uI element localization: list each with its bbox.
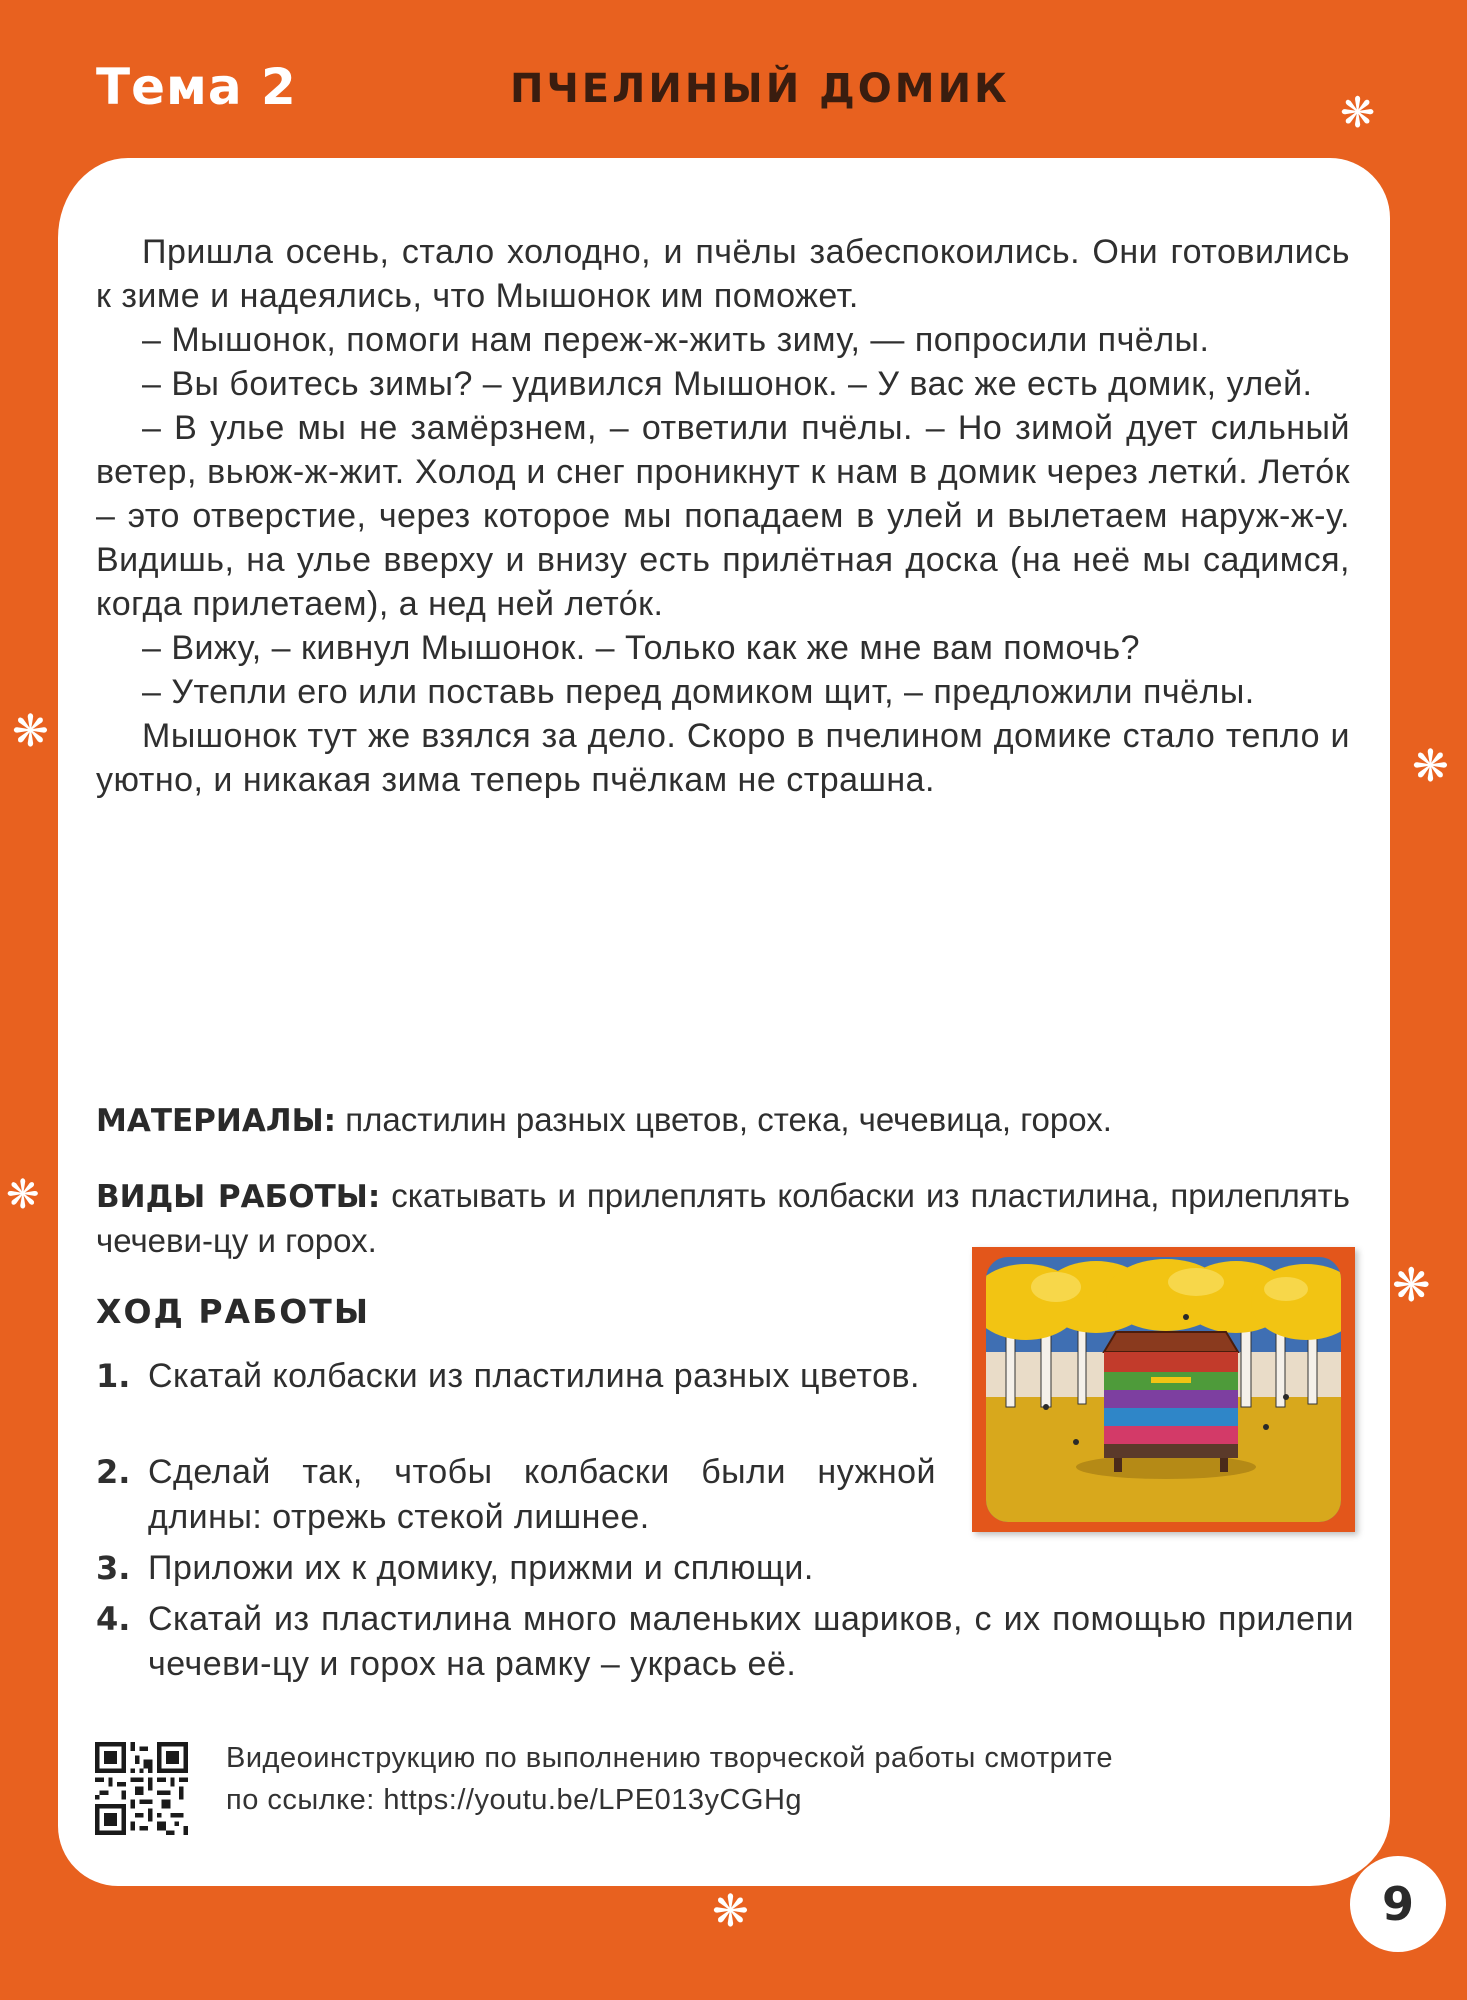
story-paragraph: – Утепли его или поставь перед домиком щит, – предложили пчёлы. <box>142 673 1255 711</box>
story-paragraph: – Мышонок, помоги нам переж-ж-жить зиму, — попросили пчёлы. <box>142 321 1210 359</box>
story-paragraph: Мышонок тут же взялся за дело. Скоро в пчелином домике стало тепло и уютно, и никакая зима теперь пчёлкам не страшна. <box>96 717 1350 799</box>
maple-leaf-icon: ❋ <box>712 1887 749 1936</box>
step-text: Сделай так, чтобы колбаски были нужной длины: отрежь стекой лишнее. <box>148 1453 936 1536</box>
materials <box>96 1098 1350 1143</box>
procedure-step <box>96 1354 936 1399</box>
maple-leaf-icon: ❋ <box>6 1173 40 1217</box>
step-number: 2. <box>96 1453 131 1491</box>
maple-leaf-icon: ❋ <box>1392 1259 1431 1311</box>
qr-code-icon[interactable] <box>95 1742 188 1835</box>
video-instruction-line: Видеоинструкцию по выполнению творческой работы смотрите <box>226 1742 1114 1774</box>
video-instruction <box>226 1737 1266 1821</box>
maple-leaf-icon: ❋ <box>1340 89 1376 136</box>
work-types-label: ВИДЫ РАБОТЫ: <box>96 1179 381 1215</box>
story-text <box>96 230 1350 802</box>
procedure-step <box>96 1597 1354 1687</box>
materials-text: пластилин разных цветов, стека, чечевица, горох. <box>345 1101 1112 1138</box>
video-link[interactable]: по ссылке: https://youtu.be/LPE013yCGHg <box>226 1784 803 1816</box>
story-paragraph: – Вы боитесь зимы? – удивился Мышонок. – У вас же есть домик, улей. <box>142 365 1313 403</box>
step-number: 4. <box>96 1600 131 1638</box>
maple-leaf-icon: ❋ <box>12 707 49 756</box>
step-number: 1. <box>96 1357 131 1395</box>
procedure-step <box>96 1546 996 1591</box>
beehive-picture <box>986 1257 1341 1522</box>
topic-label: Тема 2 <box>96 58 297 116</box>
page-title: ПЧЕЛИНЫЙ ДОМИК <box>510 66 1010 112</box>
maple-leaf-icon: ❋ <box>1412 742 1449 791</box>
procedure-step <box>96 1450 936 1540</box>
step-text: Скатай из пластилина много маленьких шариков, с их помощью прилепи чечеви-цу и горох на рамку – укрась её. <box>148 1600 1354 1683</box>
procedure-heading: ХОД РАБОТЫ <box>96 1292 371 1331</box>
story-paragraph: Пришла осень, стало холодно, и пчёлы забеспокоились. Они готовились к зиме и надеялись, что Мышонок им поможет. <box>96 233 1350 315</box>
step-text: Приложи их к домику, прижми и сплющи. <box>148 1549 814 1587</box>
beehive-illustration <box>972 1247 1355 1532</box>
materials-label: МАТЕРИАЛЫ: <box>96 1103 337 1139</box>
work-types-text: скатывать и прилеплять колбаски из пластилина, прилеплять чечеви-цу и горох. <box>96 1177 1350 1259</box>
page-number: 9 <box>1350 1856 1446 1952</box>
step-text: Скатай колбаски из пластилина разных цветов. <box>148 1357 920 1395</box>
step-number: 3. <box>96 1549 131 1587</box>
story-paragraph: – Вижу, – кивнул Мышонок. – Только как же мне вам помочь? <box>142 629 1140 667</box>
story-paragraph: – В улье мы не замёрзнем, – ответили пчёлы. – Но зимой дует сильный ветер, вьюж-ж-жит. Холод и снег проникнут к нам в домик через летки́. Лето́к – это отверстие, через которое мы попадаем в улей и вылетаем наруж-ж-у. Видишь, на улье вверху и внизу есть прилётная доска (на неё мы садимся, когда прилетаем), а нед ней лето́к. <box>96 409 1350 623</box>
